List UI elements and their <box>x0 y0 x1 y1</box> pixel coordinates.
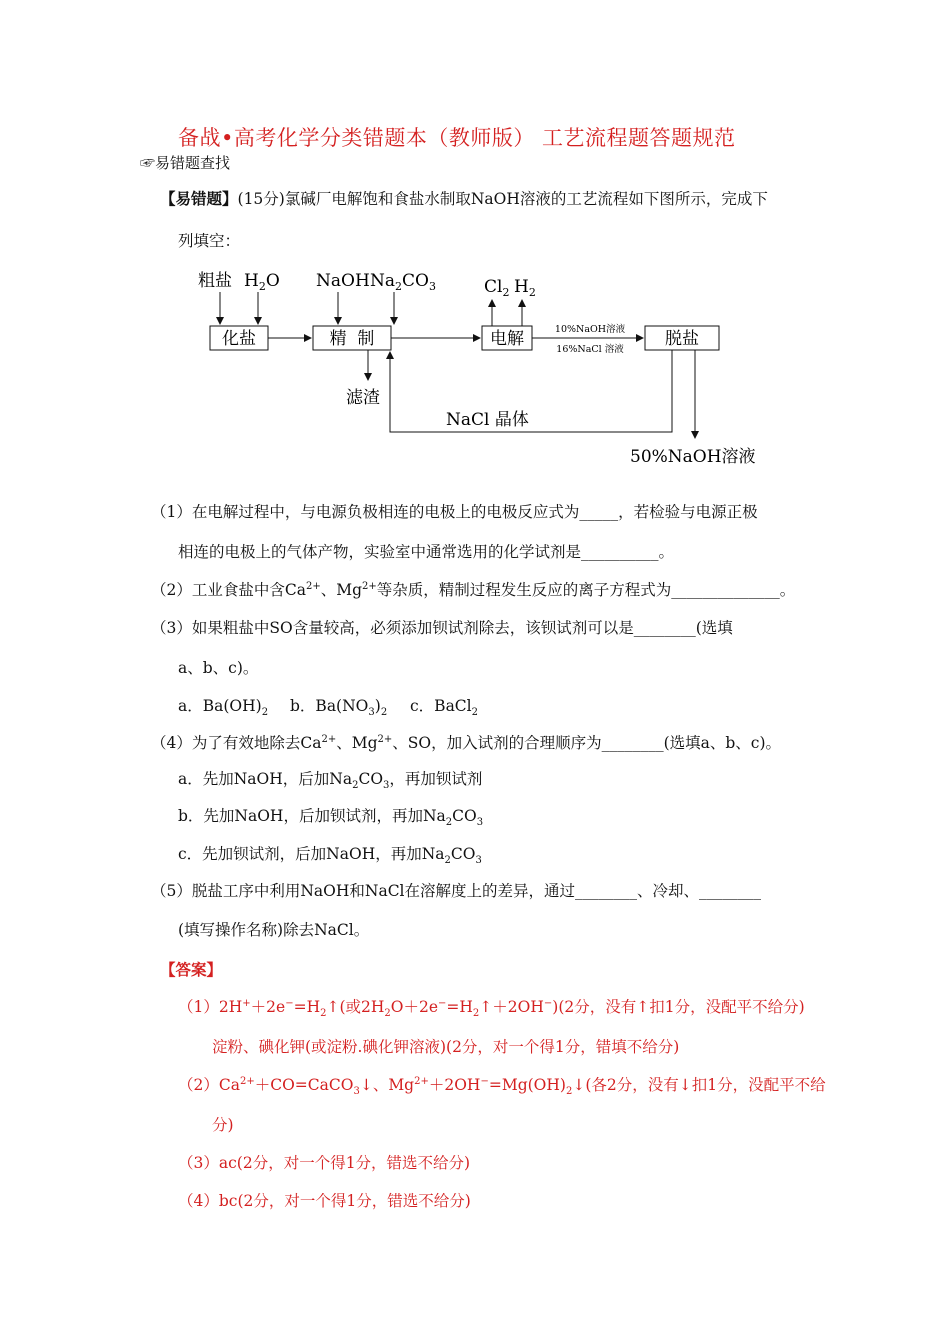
box-electrolysis-label: 电解 <box>490 329 524 349</box>
input-water: $H_2O$ <box>244 271 280 293</box>
question-4-option-a: a．先加NaOH，后加$Na_2CO_3$，再加钡试剂 <box>178 770 483 792</box>
question-tag: 【易错题】 <box>160 189 238 208</box>
process-flowchart <box>180 262 780 472</box>
answer-4: （4）bc(2分，对一个得1分，错选不给分) <box>178 1192 471 1210</box>
box-dissolve-label: 化盐 <box>222 329 256 349</box>
question-1-line-1: （1）在电解过程中，与电源负极相连的电极上的电极反应式为_____，若检验与电源正极 <box>151 503 758 521</box>
product-h2: $H_2$ <box>514 277 536 299</box>
question-3-option-a: a．$Ba(OH)_2$ <box>178 697 269 719</box>
question-5-line-1: （5）脱盐工序中利用NaOH和NaCl在溶解度上的差异，通过________、冷却、________ <box>151 882 762 900</box>
search-label: 易错题查找 <box>155 154 231 172</box>
residue-label: 滤渣 <box>346 388 380 408</box>
question-intro <box>160 187 768 209</box>
answer-2-line-2: 分) <box>212 1116 234 1134</box>
answer-2-line-1: $(2)Ca^{2+}+CO=CaCO_3↓$、$Mg^{2+}+2OH^-=Mg(OH)_2↓$(各2分，没有↓扣1分，没配平不给 <box>178 1075 826 1098</box>
question-intro-text: (15分)氯碱厂电解饱和食盐水制取NaOH溶液的工艺流程如下图所示，完成下 <box>237 190 768 208</box>
arrow-label-naoh: 10%NaOH溶液 <box>554 324 626 335</box>
output-label: 50%NaOH溶液 <box>630 447 756 467</box>
question-intro-cont: 列填空： <box>178 232 241 250</box>
search-hint <box>140 152 230 173</box>
question-3-option-c: c．BaCl$_2$ <box>410 697 479 719</box>
input-naoh: NaOH <box>316 271 370 291</box>
question-3-option-b: b．$Ba(NO_3)_2$ <box>290 697 388 719</box>
answer-tag: 【答案】 <box>160 960 223 979</box>
recycle-label: NaCl 晶体 <box>446 410 529 430</box>
page-title: 备战•高考化学分类错题本（教师版） 工艺流程题答题规范 <box>178 126 736 150</box>
question-2: （2）工业食盐中含$Ca^{2+}$、$Mg^{2+}$等杂质，精制过程发生反应的离子方程式为______________。 <box>151 580 796 599</box>
box-desalt-label: 脱盐 <box>665 329 699 349</box>
input-crude-salt: 粗盐 <box>198 271 232 291</box>
answer-3: （3）ac(2分，对一个得1分，错选不给分) <box>178 1154 471 1172</box>
answer-1-line-2: 淀粉、碘化钾(或淀粉.碘化钾溶液)(2分，对一个得1分，错填不给分) <box>212 1038 680 1056</box>
question-5-line-2: (填写操作名称)除去NaCl。 <box>178 921 370 939</box>
question-4: （4）为了有效地除去$Ca^{2+}$、$Mg^{2+}$、SO，加入试剂的合理顺序为________(选填a、b、c)。 <box>151 733 782 752</box>
pointing-hand-icon: ☞ <box>140 154 156 172</box>
question-3-line-2: a、b、c)。 <box>178 659 259 677</box>
arrow-label-nacl: 16%NaCl 溶液 <box>556 344 624 355</box>
question-4-option-c: c．先加钡试剂，后加NaOH，再加$Na_2CO_3$ <box>178 845 482 867</box>
answer-1-line-1: $(1)2H^++2e^-=H_2↑$(或$2H_2O+2e^-=H_2↑+2OH^-)(2$分，没有↑扣1分，没配平不给分) <box>178 997 805 1020</box>
question-4-option-b: b．先加NaOH，后加钡试剂，再加$Na_2CO_3$ <box>178 807 484 829</box>
input-na2co3: $Na_2CO_3$ <box>370 271 436 293</box>
question-1-line-2: 相连的电极上的气体产物，实验室中通常选用的化学试剂是__________。 <box>178 543 675 561</box>
box-refine-label: 精 制 <box>329 329 375 349</box>
question-3-line-1: （3）如果粗盐中SO含量较高，必须添加钡试剂除去，该钡试剂可以是________(选填 <box>151 619 733 637</box>
product-cl2: $Cl_2$ <box>484 277 510 299</box>
